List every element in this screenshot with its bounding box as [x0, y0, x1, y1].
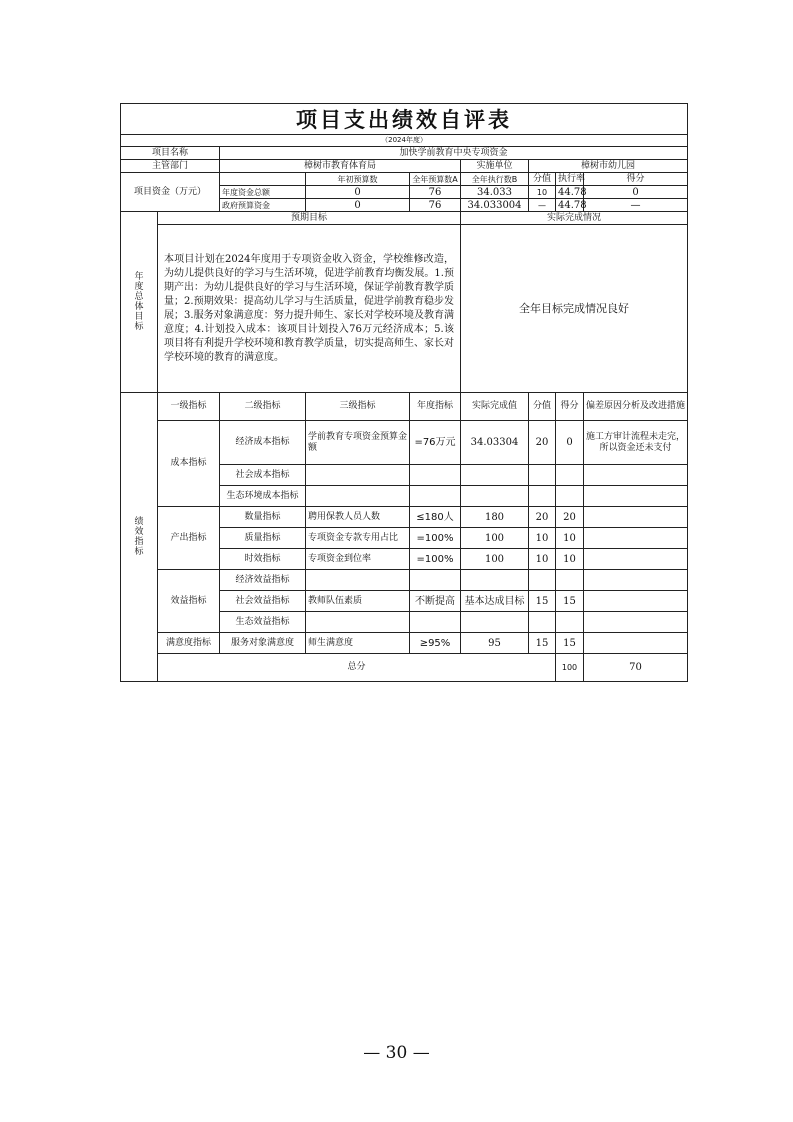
indicator-score: 10 — [556, 549, 584, 570]
funds-annual: 76 — [410, 199, 461, 212]
indicator-score — [556, 612, 584, 633]
total-label: 总分 — [158, 654, 556, 682]
indicator-reason — [584, 591, 688, 612]
indicator-target — [410, 465, 461, 486]
performance-self-evaluation-sheet — [120, 103, 687, 682]
goals-label: 年度总体目标 — [134, 272, 144, 332]
impl-unit: 樟树市幼儿园 — [529, 160, 688, 173]
dept-label: 主管部门 — [121, 160, 220, 173]
goals-label-cell — [121, 212, 158, 393]
indicator-reason — [584, 507, 688, 528]
indicator-weight: 10 — [529, 549, 556, 570]
indicator-score: 15 — [556, 591, 584, 612]
indicator-actual: 180 — [461, 507, 529, 528]
funds-header-score: 得分 — [584, 173, 688, 186]
indicator-l3 — [306, 570, 410, 591]
indicator-weight: 15 — [529, 633, 556, 654]
header-weight: 分值 — [529, 393, 556, 421]
actual-completion-text: 全年目标完成情况良好 — [461, 225, 688, 393]
indicator-l2: 社会效益指标 — [220, 591, 306, 612]
indicator-l1: 产出指标 — [158, 507, 220, 570]
indicator-weight: 20 — [529, 421, 556, 465]
funds-rate: 44.78 — [556, 199, 584, 212]
funds-label: 项目资金（万元） — [121, 173, 220, 212]
funds-annual: 76 — [410, 186, 461, 199]
indicator-l3 — [306, 486, 410, 507]
indicator-weight — [529, 570, 556, 591]
indicator-weight — [529, 486, 556, 507]
actual-header: 实际完成情况 — [461, 212, 688, 225]
indicator-target: =100% — [410, 528, 461, 549]
expected-header: 预期目标 — [158, 212, 461, 225]
funds-header-score-value: 分值 — [529, 173, 556, 186]
indicator-actual — [461, 612, 529, 633]
indicators-label-cell — [121, 393, 158, 682]
funds-row-name: 政府预算资金 — [220, 199, 306, 212]
page-number: — 30 — — [363, 1043, 430, 1063]
header-actual: 实际完成值 — [461, 393, 529, 421]
indicator-actual: 34.03304 — [461, 421, 529, 465]
indicator-l3 — [306, 465, 410, 486]
indicator-actual — [461, 486, 529, 507]
fiscal-year: （2024年度） — [121, 135, 688, 147]
indicator-l3: 聘用保教人员人数 — [306, 507, 410, 528]
indicator-score: 10 — [556, 528, 584, 549]
indicator-reason — [584, 465, 688, 486]
indicator-target — [410, 486, 461, 507]
indicator-reason — [584, 528, 688, 549]
funds-score-value: — — [529, 199, 556, 212]
indicator-score: 15 — [556, 633, 584, 654]
indicator-weight: 20 — [529, 507, 556, 528]
funds-header-exec: 全年执行数B — [461, 173, 529, 186]
indicator-target — [410, 570, 461, 591]
indicator-l2: 社会成本指标 — [220, 465, 306, 486]
indicator-actual: 95 — [461, 633, 529, 654]
funds-header-blank — [220, 173, 306, 186]
indicator-score: 0 — [556, 421, 584, 465]
indicator-target: =76万元 — [410, 421, 461, 465]
indicator-actual: 100 — [461, 528, 529, 549]
indicator-score — [556, 570, 584, 591]
indicator-score: 20 — [556, 507, 584, 528]
funds-rate: 44.78 — [556, 186, 584, 199]
impl-label: 实施单位 — [461, 160, 529, 173]
funds-score: — — [584, 199, 688, 212]
indicator-l2: 服务对象满意度 — [220, 633, 306, 654]
dept: 樟树市教育体育局 — [220, 160, 461, 173]
expected-goals-text: 本项目计划在2024年度用于专项资金收入资金，学校维修改造，为幼儿提供良好的学习与生活环境，促进学前教育均衡发展。1.预期产出：为幼儿提供良好的学习与生活环境，保证学前教育教学质量；2.预期效果：提高幼儿学习与生活质量，促进学前教育稳步发展；3.服务对象满意度：努力提升师生、家长对学校环境及教育满意度；4.计划投入成本：该项目计划投入76万元经济成本；5.该项目将有利提升学校环境和教育教学质量，切实提高师生、家长对学校环境的教育的满意度。 — [158, 225, 461, 393]
funds-score: 0 — [584, 186, 688, 199]
indicator-target: ≤180人 — [410, 507, 461, 528]
project-name: 加快学前教育中央专项资金 — [220, 147, 688, 160]
indicator-l3 — [306, 612, 410, 633]
total-score: 70 — [584, 654, 688, 682]
indicator-reason — [584, 633, 688, 654]
indicator-l1: 成本指标 — [158, 421, 220, 507]
indicator-l2: 生态环境成本指标 — [220, 486, 306, 507]
indicator-l3: 专项资金专款专用占比 — [306, 528, 410, 549]
indicator-actual — [461, 570, 529, 591]
funds-score-value: 10 — [529, 186, 556, 199]
indicator-weight — [529, 465, 556, 486]
indicator-l3: 教师队伍素质 — [306, 591, 410, 612]
funds-header-rate: 执行率 — [556, 173, 584, 186]
indicator-weight: 10 — [529, 528, 556, 549]
indicator-l2: 时效指标 — [220, 549, 306, 570]
header-score: 得分 — [556, 393, 584, 421]
indicator-target: ≥95% — [410, 633, 461, 654]
indicator-score — [556, 486, 584, 507]
indicator-target — [410, 612, 461, 633]
indicator-l2: 经济成本指标 — [220, 421, 306, 465]
indicator-l1: 满意度指标 — [158, 633, 220, 654]
indicator-actual: 100 — [461, 549, 529, 570]
header-target: 年度指标 — [410, 393, 461, 421]
indicator-l3: 专项资金到位率 — [306, 549, 410, 570]
indicator-l2: 经济效益指标 — [220, 570, 306, 591]
indicator-reason — [584, 549, 688, 570]
indicator-reason — [584, 570, 688, 591]
indicator-target: =100% — [410, 549, 461, 570]
indicator-actual: 基本达成目标 — [461, 591, 529, 612]
header-l1: 一级指标 — [158, 393, 220, 421]
indicator-score — [556, 465, 584, 486]
table-title: 项目支出绩效自评表 — [121, 104, 688, 135]
indicator-l2: 生态效益指标 — [220, 612, 306, 633]
indicator-l3: 学前教育专项资金预算金额 — [306, 421, 410, 465]
funds-header-initial: 年初预算数 — [306, 173, 410, 186]
indicator-actual — [461, 465, 529, 486]
funds-header-annual: 全年预算数A — [410, 173, 461, 186]
indicator-reason — [584, 612, 688, 633]
indicator-reason — [584, 486, 688, 507]
indicator-weight — [529, 612, 556, 633]
header-l2: 二级指标 — [220, 393, 306, 421]
project-name-label: 项目名称 — [121, 147, 220, 160]
header-reason: 偏差原因分析及改进措施 — [584, 393, 688, 421]
funds-initial: 0 — [306, 186, 410, 199]
indicator-l2: 数量指标 — [220, 507, 306, 528]
evaluation-table — [120, 103, 688, 682]
funds-initial: 0 — [306, 199, 410, 212]
funds-exec: 34.033004 — [461, 199, 529, 212]
funds-row-name: 年度资金总额 — [220, 186, 306, 199]
indicator-l1: 效益指标 — [158, 570, 220, 633]
indicator-target: 不断提高 — [410, 591, 461, 612]
total-weight: 100 — [556, 654, 584, 682]
indicator-weight: 15 — [529, 591, 556, 612]
indicator-reason: 施工方审计流程未走完，所以资金还未支付 — [584, 421, 688, 465]
funds-exec: 34.033 — [461, 186, 529, 199]
indicator-l2: 质量指标 — [220, 528, 306, 549]
header-l3: 三级指标 — [306, 393, 410, 421]
indicator-l3: 师生满意度 — [306, 633, 410, 654]
indicators-label: 绩效指标 — [134, 517, 144, 557]
